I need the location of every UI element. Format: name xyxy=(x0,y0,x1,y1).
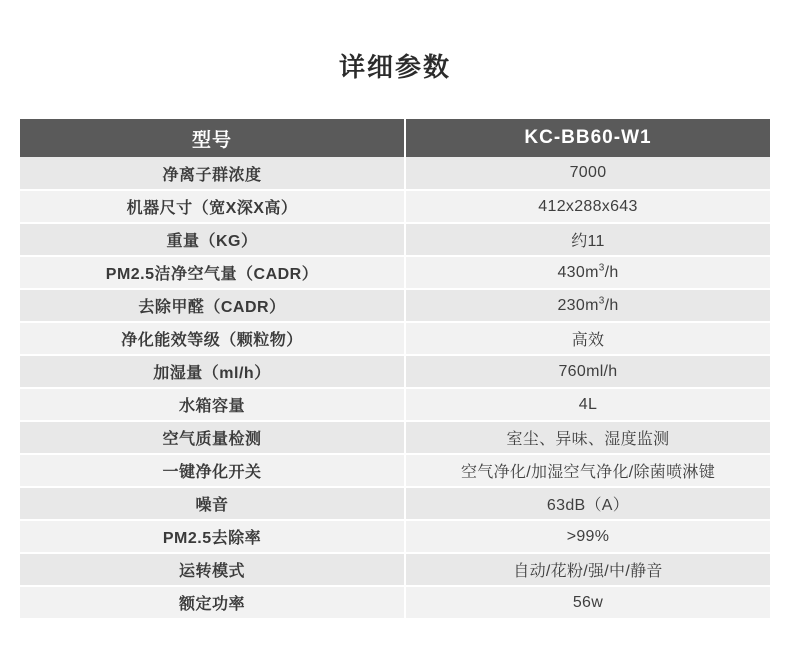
row-value: 室尘、异味、湿度监测 xyxy=(405,421,770,454)
table-row xyxy=(20,322,770,355)
row-value-suffix: /h xyxy=(604,263,619,281)
row-label: 去除甲醛（CADR） xyxy=(20,289,405,322)
row-label: PM2.5去除率 xyxy=(20,520,405,553)
row-label: PM2.5洁净空气量（CADR） xyxy=(20,256,405,289)
row-label: 一键净化开关 xyxy=(20,454,405,487)
row-value: 56w xyxy=(405,586,770,619)
row-label: 空气质量检测 xyxy=(20,421,405,454)
row-value: 高效 xyxy=(405,322,770,355)
table-row xyxy=(20,454,770,487)
row-value: 空气净化/加湿空气净化/除菌喷淋键 xyxy=(405,454,770,487)
table-row xyxy=(20,223,770,256)
row-label: 机器尺寸（宽X深X高） xyxy=(20,190,405,223)
table-row xyxy=(20,256,770,289)
row-label: 水箱容量 xyxy=(20,388,405,421)
table-row xyxy=(20,190,770,223)
row-value-suffix: /h xyxy=(604,296,619,314)
table-row xyxy=(20,289,770,322)
table-row xyxy=(20,553,770,586)
table-header xyxy=(20,119,770,157)
table-row xyxy=(20,355,770,388)
row-value-superscript: 3 xyxy=(598,262,605,274)
table-row xyxy=(20,421,770,454)
page-title: 详细参数 xyxy=(338,52,451,82)
table-row xyxy=(20,157,770,190)
table-body xyxy=(20,157,770,619)
specifications-table xyxy=(20,119,770,620)
table-row xyxy=(20,520,770,553)
table-header-row xyxy=(20,119,770,157)
row-value-prefix: 230m xyxy=(557,296,599,314)
row-value: >99% xyxy=(405,520,770,553)
row-value-prefix: 430m xyxy=(557,263,599,281)
row-value: 约11 xyxy=(405,223,770,256)
row-label: 重量（KG） xyxy=(20,223,405,256)
row-label: 噪音 xyxy=(20,487,405,520)
row-value: 自动/花粉/强/中/静音 xyxy=(405,553,770,586)
row-value: 7000 xyxy=(405,157,770,190)
row-label: 净离子群浓度 xyxy=(20,157,405,190)
row-value: 760ml/h xyxy=(405,355,770,388)
row-label: 额定功率 xyxy=(20,586,405,619)
row-value: 4L xyxy=(405,388,770,421)
row-value: 63dB（A） xyxy=(405,487,770,520)
header-cell-model-label: 型号 xyxy=(20,119,405,157)
row-value xyxy=(405,256,770,289)
row-value: 412x288x643 xyxy=(405,190,770,223)
row-label: 加湿量（ml/h） xyxy=(20,355,405,388)
table-row xyxy=(20,487,770,520)
header-cell-model-value: KC-BB60-W1 xyxy=(405,119,770,157)
row-value xyxy=(405,289,770,322)
table-row xyxy=(20,586,770,619)
row-value-superscript: 3 xyxy=(598,295,605,307)
row-label: 净化能效等级（颗粒物） xyxy=(20,322,405,355)
row-label: 运转模式 xyxy=(20,553,405,586)
table-row xyxy=(20,388,770,421)
